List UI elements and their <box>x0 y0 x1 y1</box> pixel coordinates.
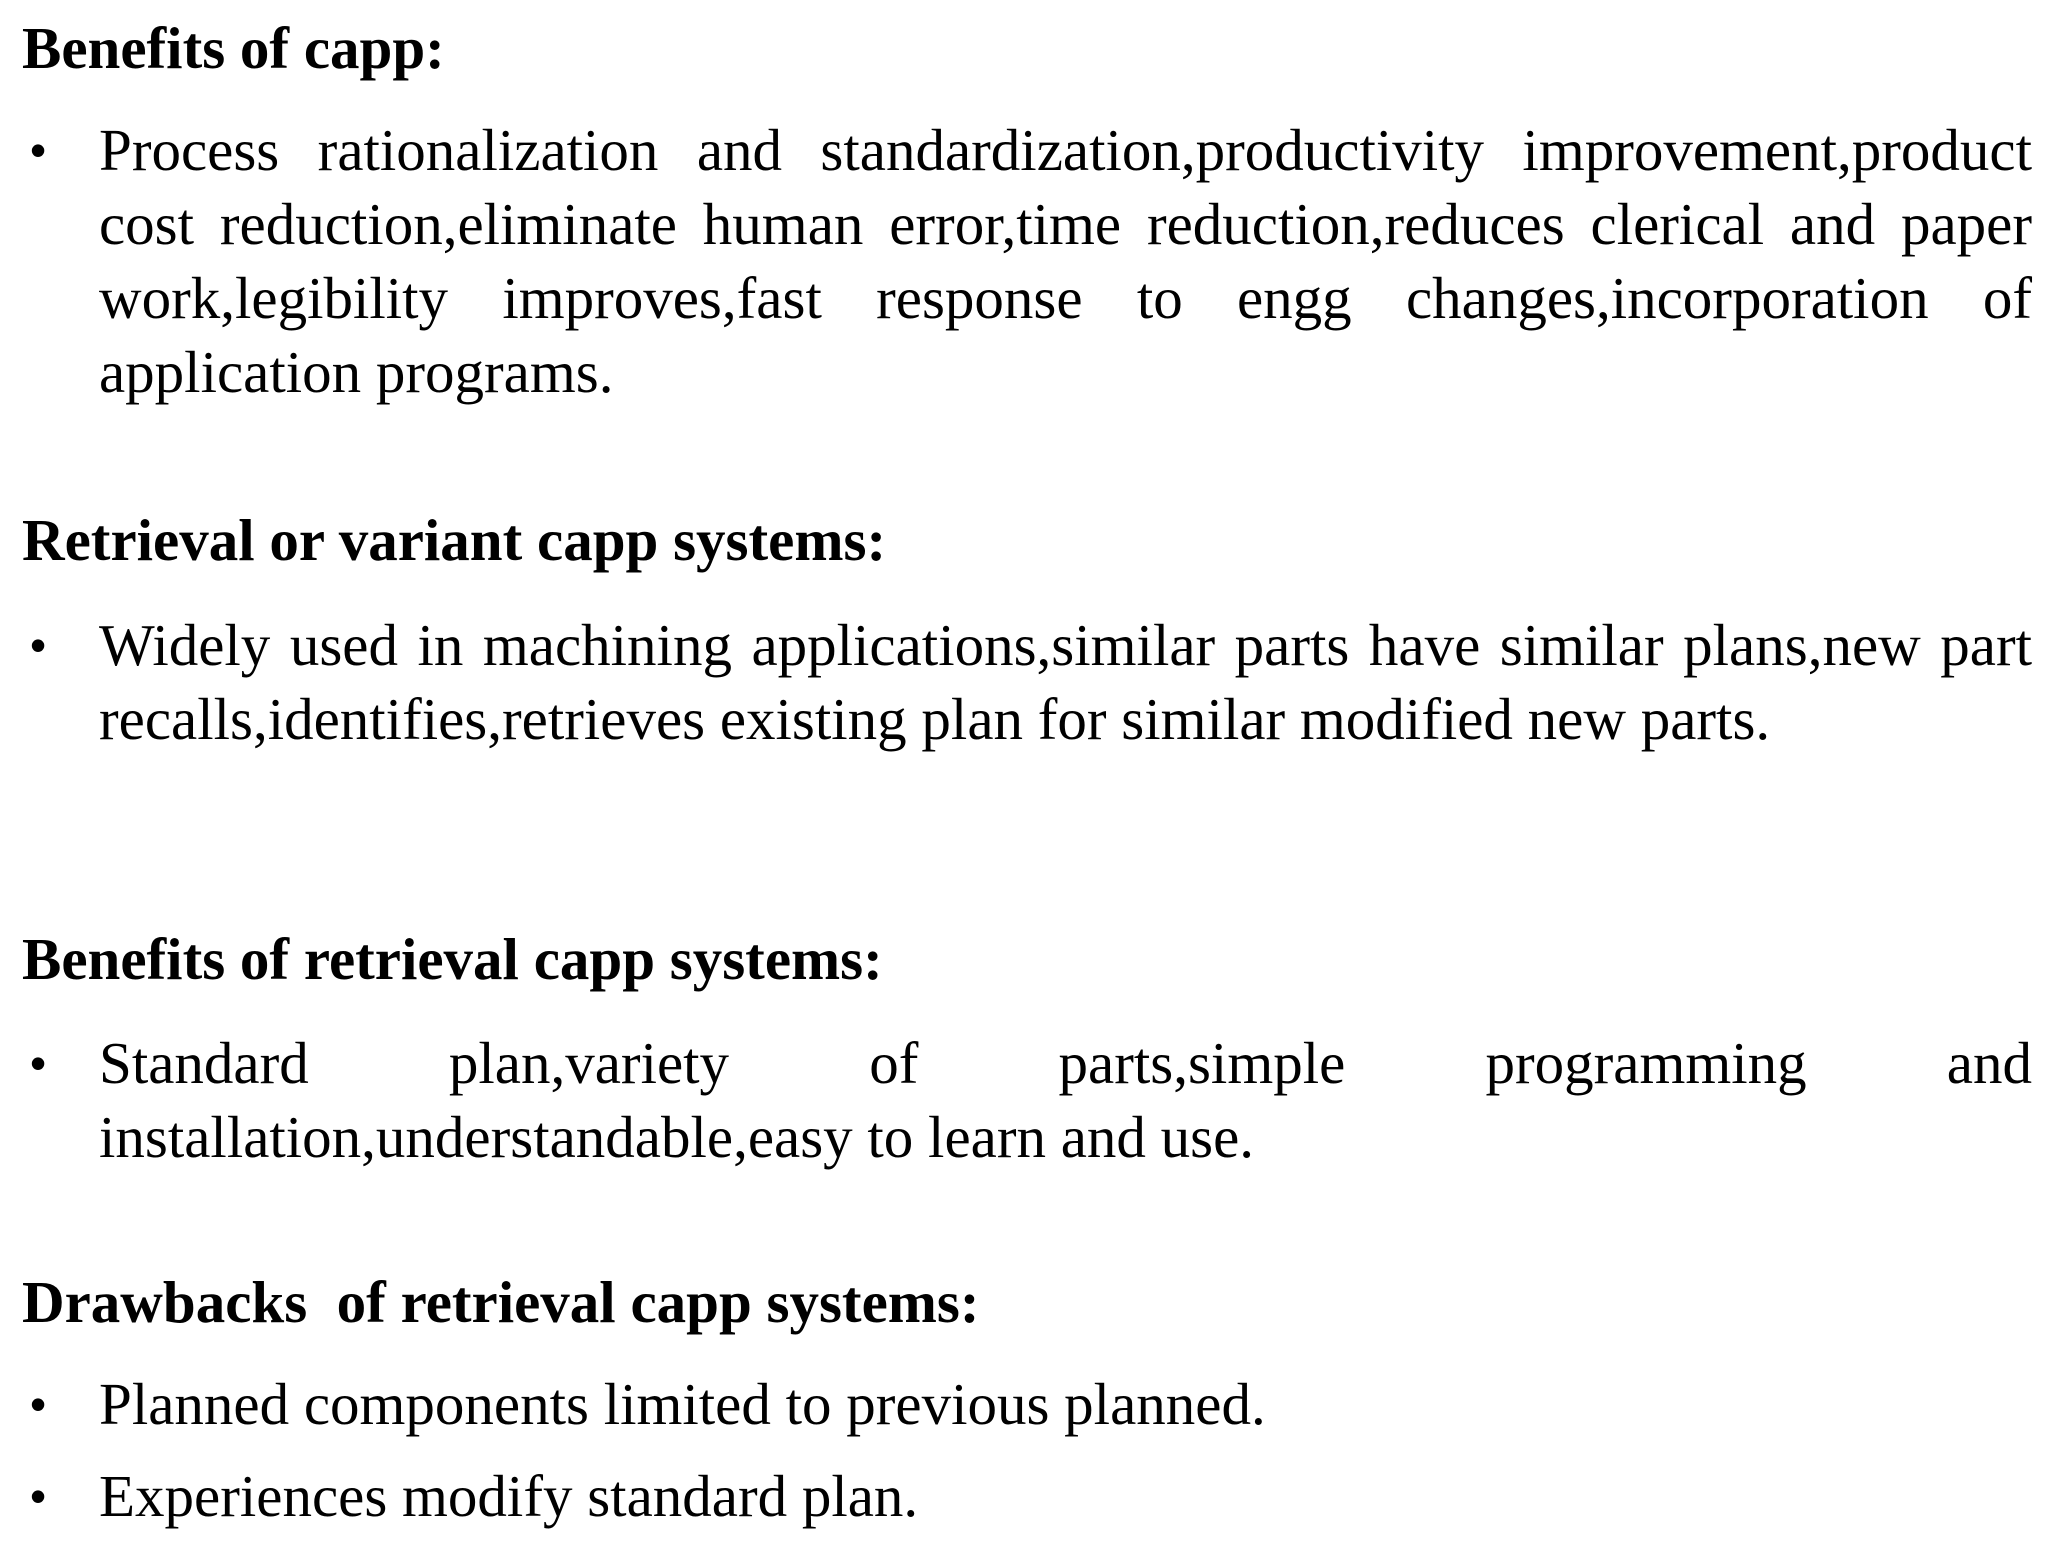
section-benefits-of-retrieval <box>22 924 2032 1174</box>
bullet-dot-icon: • <box>30 619 47 671</box>
section-benefits-of-capp <box>22 13 2032 409</box>
section-retrieval-capp-systems <box>22 505 2032 756</box>
bullet-list <box>22 608 2032 756</box>
bullet-dot-icon: • <box>30 124 47 176</box>
bullet-item <box>22 1459 2032 1533</box>
bullet-item <box>22 1026 2032 1174</box>
bullet-text: Process rationalization and standardization,productivity improvement,product cost reduction,eliminate human error,time reduction,reduces clerical and paper work,legibility improves,fast response to engg changes,incorporation of application programs. <box>99 117 2032 405</box>
bullet-item <box>22 608 2032 756</box>
bullet-dot-icon: • <box>30 1378 47 1430</box>
bullet-list <box>22 1367 2032 1533</box>
section-heading: Benefits of capp: <box>22 15 445 81</box>
bullet-list <box>22 113 2032 409</box>
bullet-item <box>22 1367 2032 1441</box>
section-heading: Drawbacks of retrieval capp systems: <box>22 1269 980 1335</box>
section-drawbacks-of-retrieval <box>22 1267 2032 1551</box>
bullet-text: Experiences modify standard plan. <box>99 1463 919 1529</box>
bullet-text: Widely used in machining applications,similar parts have similar plans,new part recalls,identifies,retrieves existing plan for similar modified new parts. <box>99 612 2032 752</box>
section-heading: Retrieval or variant capp systems: <box>22 507 887 573</box>
bullet-dot-icon: • <box>30 1470 47 1522</box>
bullet-text: Standard plan,variety of parts,simple programming and installation,understandable,easy to learn and use. <box>99 1030 2032 1170</box>
bullet-dot-icon: • <box>30 1037 47 1089</box>
section-heading: Benefits of retrieval capp systems: <box>22 926 883 992</box>
bullet-text: Planned components limited to previous planned. <box>99 1371 1266 1437</box>
bullet-item <box>22 113 2032 409</box>
bullet-list <box>22 1026 2032 1174</box>
